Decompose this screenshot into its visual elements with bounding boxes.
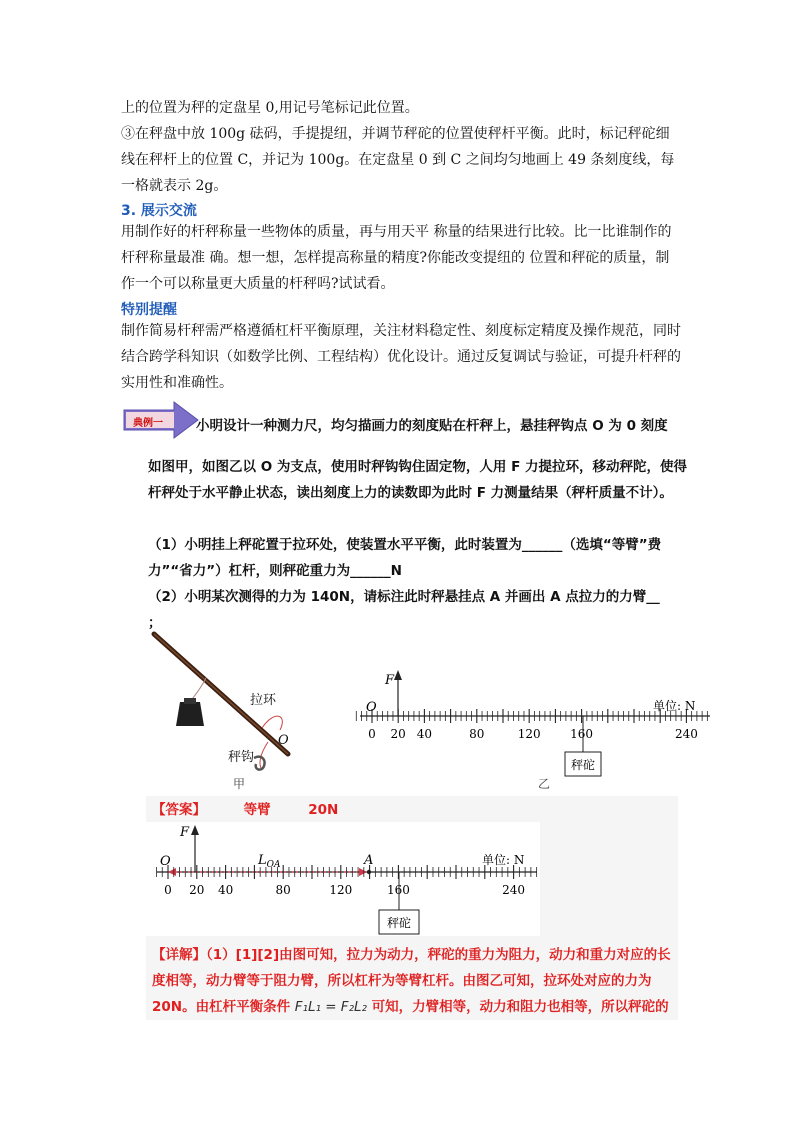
scale-tick-label: 40: [416, 727, 433, 741]
intro-line: 上的位置为秤的定盘星 0,用记号笔标记此位置。: [121, 100, 419, 116]
scale-tick-label: 80: [469, 727, 485, 741]
scale-tick-label: 240: [502, 883, 526, 897]
answer-force-label: F: [180, 825, 190, 840]
answer-line: [152, 798, 338, 818]
question-2-tail: ；: [148, 615, 162, 631]
detail-text: （1）[1][2]由图可知，拉力为动力，秤砣的重力为阻力，动力和重力对应的长度相等，动力臂等于阻力臂，所以杠杆为等臂杠杆。由图乙可知，拉环处对应的力为 20N。由杠杆平衡条件: [152, 947, 671, 1015]
scale-diagram-yi: [355, 668, 715, 782]
question-1: （1）小明挂上秤砣置于拉环处，使装置水平平衡，此时装置为______（选填“等臂”费力”“省力”）杠杆，则秤砣重力为______N: [148, 537, 662, 579]
origin-label: O: [366, 700, 377, 715]
example-first-line: 小明设计一种测力尺，均匀描画力的刻度贴在杆秤上，悬挂秤钩点 O 为 0 刻度: [196, 418, 668, 434]
weight-block: [176, 702, 204, 726]
detail-text-2: 可知，力臂相等，动力和阻力也相等，所以秤砣的: [366, 999, 669, 1015]
scale-tick-label: 20: [390, 727, 406, 741]
detail-paragraph: [152, 942, 676, 1020]
scale-tick-label: 20: [189, 883, 205, 897]
weight-top: [184, 698, 196, 704]
weight-label: 秤砣: [570, 758, 596, 772]
scale-tick-labels: [368, 727, 698, 741]
scale-tick-label: 0: [164, 883, 172, 897]
scale-tick-label: 240: [674, 727, 698, 741]
unit-label: 单位: N: [653, 699, 696, 713]
example-tag-label: 典例一: [133, 418, 163, 429]
lever-arm-label: $L_{OA}$: [258, 853, 281, 870]
point-a-marker: [367, 870, 371, 874]
figure-yi-caption: 乙: [538, 777, 551, 791]
force-label: F: [385, 673, 395, 688]
scale-tick-label: 120: [517, 727, 541, 741]
step-3-paragraph: ③在秤盘中放 100g 砝码，手提提纽，并调节秤砣的位置使秤杆平衡。此时，标记秤砣细线在秤杆上的位置 C，并记为 100g。在定盘星 0 到 C 之间均匀地画上 49 条刻度线，每一格就表示 2g。: [121, 126, 675, 194]
reminder-paragraph: 制作简易杆秤需严格遵循杠杆平衡原理，关注材料稳定性、刻度标定精度及操作规范，同时结合跨学科知识（如数学比例、工程结构）优化设计。通过反复调试与验证，可提升杆秤的实用性和准确性。: [121, 323, 681, 391]
scale-tick-label: 160: [386, 883, 410, 897]
reminder-heading: 特别提醒: [121, 302, 177, 318]
pull-ring-string: [262, 716, 282, 730]
hook-label: 秤钩: [228, 750, 255, 765]
point-a-label: A: [364, 853, 374, 868]
scale-tick-label: 160: [570, 727, 594, 741]
lever-formula: F₁L₁ = F₂L₂: [294, 999, 367, 1015]
answer-2: 20N: [308, 802, 339, 818]
example-body: 如图甲，如图乙以 O 为支点，使用时秤钩钩住固定物，人用 F 力提拉环，移动秤陀，使得杆秤处于水平静止状态，读出刻度上力的读数即为此时 F 力测量结果（秤杆质量不计）。: [148, 459, 687, 501]
answer-scale-tick-labels: [164, 883, 525, 897]
answer-1: 等臂: [243, 802, 271, 818]
scale-tick-label: 0: [368, 727, 376, 741]
steelyard-photo: [150, 630, 310, 790]
section-3-heading: 3. 展示交流: [121, 203, 197, 219]
section-3-paragraph: 用制作好的杆秤称量一些物体的质量，再与用天平 称量的结果进行比较。比一比谁制作的杆秤称量最准 确。想一想，怎样提高称量的精度?你能改变提纽的 位置和秤砣的质量，制作一个可以称量更大质量的杆秤吗?试试看。: [121, 224, 672, 292]
question-2: （2）小明某次测得的力为 140N，请标注此时秤悬挂点 A 并画出 A 点拉力的力臂__: [148, 589, 660, 605]
force-arrow-head-icon: [394, 670, 402, 680]
answer-origin-label: O: [160, 854, 171, 869]
figure-jia-caption: 甲: [233, 777, 246, 791]
answer-unit-label: 单位: N: [482, 853, 525, 867]
detail-label: 【详解】: [152, 947, 206, 963]
answer-force-arrow-head-icon: [191, 825, 199, 835]
lever-arm-arrow-left-icon: [168, 868, 176, 876]
lever-arm-arrow-right-icon: [359, 868, 367, 876]
hook-icon: [254, 757, 265, 770]
scale-tick-label: 80: [275, 883, 291, 897]
scale-tick-label: 120: [329, 883, 353, 897]
answer-weight-label: 秤砣: [386, 916, 412, 930]
pivot-o-label: O: [278, 733, 289, 748]
pull-ring-label: 拉环: [250, 693, 277, 708]
answer-label: 【答案】: [152, 802, 206, 818]
answer-scale-diagram: [152, 822, 542, 936]
scale-tick-label: 40: [217, 883, 234, 897]
